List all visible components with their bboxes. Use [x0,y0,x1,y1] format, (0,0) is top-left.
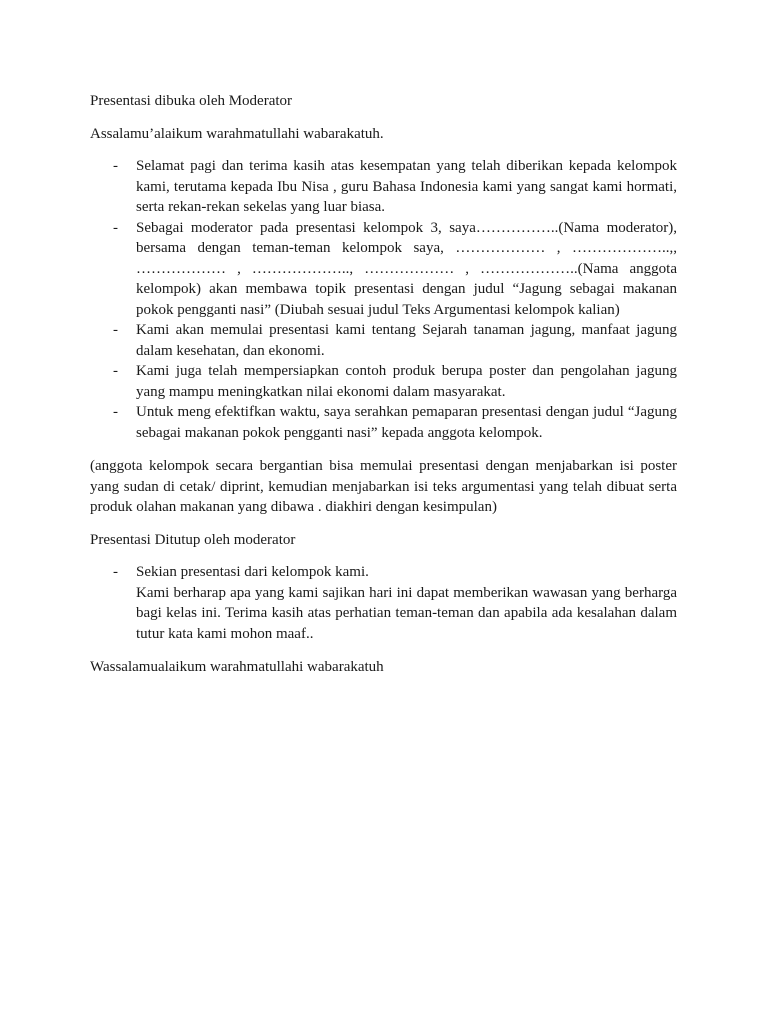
list-item-text: Untuk meng efektifkan waktu, saya serahkan pemaparan presentasi dengan judul “Jagung sebagai makanan pokok pengganti nasi” kepada anggota kelompok. [136,404,677,441]
list-item-text: Sekian presentasi dari kelompok kami. [136,564,369,580]
list-item-text: Kami akan memulai presentasi kami tentang Sejarah tanaman jagung, manfaat jagung dalam kesehatan, dan ekonomi. [136,322,677,359]
greeting: Assalamu’alaikum warahmatullahi wabarakatuh. [90,125,384,142]
list-item [90,156,677,218]
bullet-dash: - [113,564,118,580]
closing-points-list [90,562,677,644]
bullet-dash: - [113,219,118,236]
bullet-dash: - [113,404,118,420]
document-page [90,91,677,678]
member-note: (anggota kelompok secara bergantian bisa memulai presentasi dengan menjabarkan isi poster yang sudan di cetak/ diprint, kemudian menjabarkan isi teks argumentasi yang telah dibuat serta produk olahan makanan yang dibawa . diakhiri dengan kesimpulan) [90,458,677,515]
farewell: Wassalamualaikum warahmatullahi wabarakatuh [90,659,384,675]
closing-heading: Presentasi Ditutup oleh moderator [90,531,296,548]
list-item [90,218,677,321]
opening-points-list [90,156,677,443]
bullet-dash: - [113,363,118,379]
list-item-text: Kami berharap apa yang kami sajikan hari ini dapat memberikan wawasan yang berharga bagi kelas ini. Terima kasih atas perhatian teman-teman dan apabila ada kesalahan dalam tutur kata kami mohon maaf.. [136,584,677,642]
bullet-dash: - [113,158,118,174]
bullet-dash: - [113,322,118,338]
list-item [90,361,677,402]
list-item [90,320,677,361]
list-item [90,562,677,644]
list-item-text: Sebagai moderator pada presentasi kelompok 3, saya……………..(Nama moderator), bersama dengan teman-teman kelompok saya, ……………… , ………………..,, ……………… , ……………….., ……………… , ………………..(Nama anggota kelompok) akan membawa topik presentasi dengan judul “Jagung sebagai makanan pokok pengganti nasi” (Diubah sesuai judul Teks Argumentasi kelompok kalian) [136,219,677,318]
list-item [90,402,677,443]
opening-heading: Presentasi dibuka oleh Moderator [90,93,293,109]
list-item-text: Kami juga telah mempersiapkan contoh produk berupa poster dan pengolahan jagung yang mampu meningkatkan nilai ekonomi dalam masyarakat. [136,363,677,400]
list-item-text: Selamat pagi dan terima kasih atas kesempatan yang telah diberikan kepada kelompok kami, terutama kepada Ibu Nisa , guru Bahasa Indonesia kami yang sangat kami hormati, serta rekan-rekan sekelas yang luar biasa. [136,158,677,215]
